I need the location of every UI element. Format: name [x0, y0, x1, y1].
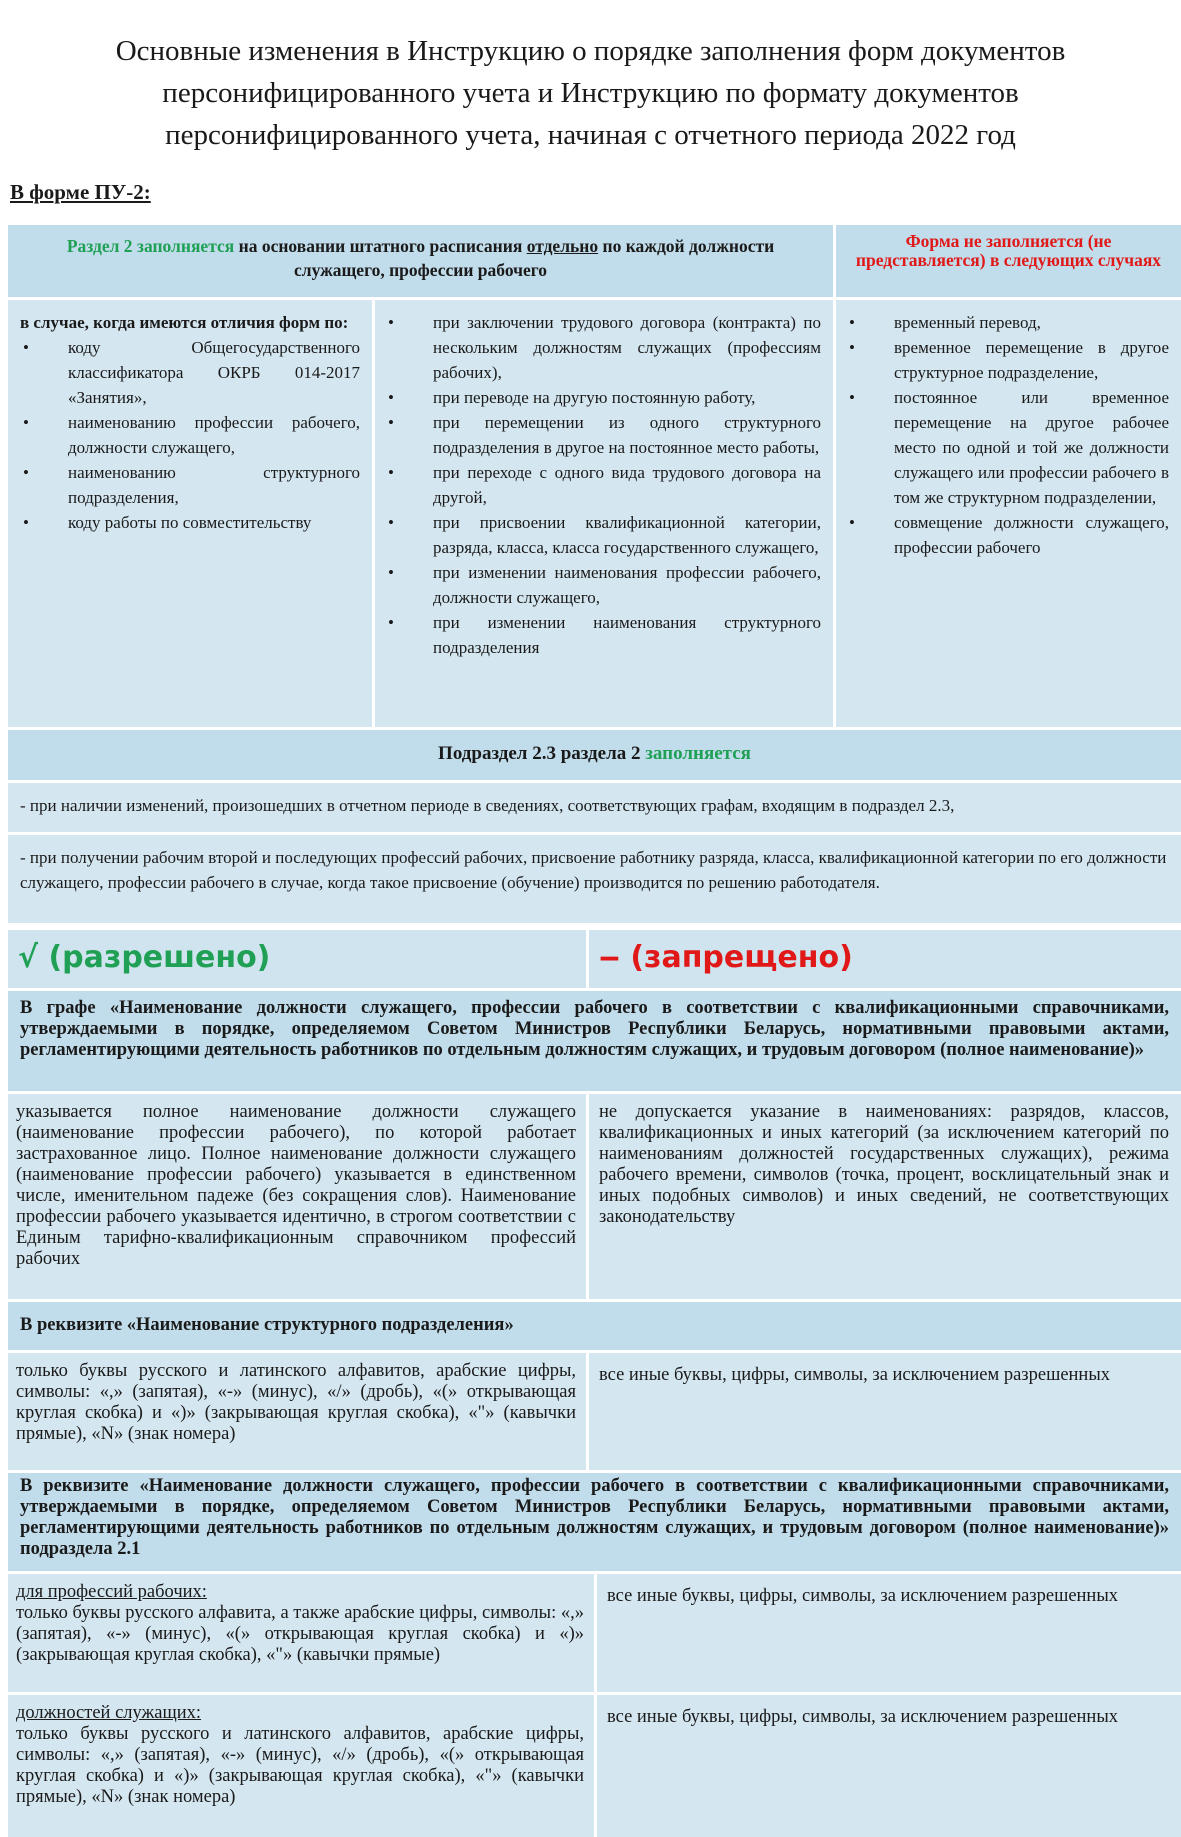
col1-intro: в случае, когда имеются отличия форм по:: [20, 313, 349, 332]
page-title: [0, 30, 1181, 156]
list-item: • при присвоении квалификационной категории, разряда, класса, класса государственного служащего,: [385, 510, 821, 560]
allowed-header: √ (разрешено): [8, 930, 586, 988]
list-item: • временный перевод,: [846, 310, 1169, 335]
col3-list: [846, 310, 1169, 560]
section1-allowed: указывается полное наименование должности служащего (наименование профессии рабочего), по которой работает застрахованное лицо. Полное наименование должности служащего (наименование профессии рабочего) указывается в единственном числе, именительном падеже (без сокращения слов). Наименование профессии рабочего указывается идентично, в строгом соответствии с Единым тарифно-квалификационным справочником профессий рабочих: [8, 1094, 586, 1299]
section1-heading: В графе «Наименование должности служащего, профессии рабочего в соответствии с квалификационными справочниками, утверждаемыми в порядке, определяемом Советом Министров Республики Беларусь, нормативными правовыми актами, регламентирующими деятельность работников по отдельным должностям служащих, и трудовым договором (полное наименование)»: [8, 991, 1181, 1091]
list-item: • при заключении трудового договора (контракта) по нескольким должностям служащих (профессиям рабочих),: [385, 310, 821, 385]
list-item: • при переходе с одного вида трудового договора на другой,: [385, 460, 821, 510]
subsection-heading: Подраздел 2.3 раздела 2 заполняется: [8, 730, 1181, 780]
section1-forbidden: не допускается указание в наименованиях: разрядов, классов, квалификационных и иных категорий (за исключением категорий по наименованиям должностей государственных служащих), режима рабочего времени, символов (точка, процент, восклицательный знак и иных подобных символов) и иных сведений, не соответствующих законодательству: [589, 1094, 1181, 1299]
table1-header-right: Форма не заполняется (не представляется) в следующих случаях: [836, 225, 1181, 297]
list-item: • наименованию структурного подразделения,: [20, 460, 360, 510]
table1-col2: [375, 300, 833, 727]
section3-workers-forbidden: все иные буквы, цифры, символы, за исключением разрешенных: [597, 1574, 1181, 1692]
section2-forbidden: все иные буквы, цифры, символы, за исключением разрешенных: [589, 1353, 1181, 1470]
workers-allowed-text: только буквы русского алфавита, а также арабские цифры, символы: «,» (запятая), «-» (минус), «(» открывающая круглая скобка) и «)» (закрывающая круглая скобка), «"» (кавычки прямые): [16, 1603, 584, 1665]
list-item: • при изменении наименования структурного подразделения: [385, 610, 821, 660]
section3-heading: В реквизите «Наименование должности служащего, профессии рабочего в соответствии с квалификационными справочниками, утверждаемыми в порядке, определяемом Советом Министров Республики Беларусь, нормативными правовыми актами, регламентирующими деятельность работников по отдельным должностям служащих, и трудовым договором (полное наименование)» подраздела 2.1: [8, 1473, 1181, 1571]
col1-list: [20, 335, 360, 535]
section2-heading: В реквизите «Наименование структурного подразделения»: [8, 1302, 1181, 1350]
list-item: • коду Общегосударственного классификатора ОКРБ 014-2017 «Занятия»,: [20, 335, 360, 410]
list-item: • при перемещении из одного структурного подразделения в другое на постоянное место работы,: [385, 410, 821, 460]
workers-label: для профессий рабочих:: [16, 1582, 207, 1602]
list-item: • при изменении наименования профессии рабочего, должности служащего,: [385, 560, 821, 610]
title-line-2: персонифицированного учета и Инструкцию по формату документов: [162, 77, 1019, 109]
section3-employees-forbidden: все иные буквы, цифры, символы, за исключением разрешенных: [597, 1695, 1181, 1837]
note-1: - при наличии изменений, произошедших в отчетном периоде в сведениях, соответствующих графам, входящим в подраздел 2.3,: [8, 783, 1181, 832]
list-item: • наименованию профессии рабочего, должности служащего,: [20, 410, 360, 460]
table1-col3: [836, 300, 1181, 727]
title-line-3: персонифицированного учета, начиная с отчетного периода 2022 год: [165, 119, 1016, 151]
table1-header-left: Раздел 2 заполняется на основании штатного расписания отдельно по каждой должности служащего, профессии рабочего: [8, 225, 833, 297]
title-line-1: Основные изменения в Инструкцию о порядке заполнения форм документов: [115, 35, 1066, 67]
list-item: • при переводе на другую постоянную работу,: [385, 385, 821, 410]
note-2: - при получении рабочим второй и последующих профессий рабочих, присвоение работнику разряда, класса, квалификационной категории по его должности служащего, профессии рабочего в случае, когда такое присвоение (обучение) производится по решению работодателя.: [8, 835, 1181, 923]
table1-col1: [8, 300, 372, 727]
section3-workers-allowed: [8, 1574, 594, 1692]
list-item: • совмещение должности служащего, профессии рабочего: [846, 510, 1169, 560]
employees-label: должностей служащих:: [16, 1703, 202, 1723]
section-heading: В форме ПУ-2:: [10, 180, 151, 204]
section2-allowed: только буквы русского и латинского алфавитов, арабские цифры, символы: «,» (запятая), «-» (минус), «/» (дробь), «(» открывающая круглая скобка) и «)» (закрывающая круглая скобка), «"» (кавычки прямые), «N» (знак номера): [8, 1353, 586, 1470]
employees-allowed-text: только буквы русского и латинского алфавитов, арабские цифры, символы: «,» (запятая), «-» (минус), «/» (дробь), «(» открывающая круглая скобка) и «)» (закрывающая круглая скобка), «"» (кавычки прямые), «N» (знак номера): [16, 1724, 584, 1807]
list-item: • временное перемещение в другое структурное подразделение,: [846, 335, 1169, 385]
list-item: • постоянное или временное перемещение на другое рабочее место по одной и той же должности служащего или профессии рабочего в том же структурном подразделении,: [846, 385, 1169, 510]
list-item: • коду работы по совместительству: [20, 510, 360, 535]
col2-list: [385, 310, 821, 660]
section3-employees-allowed: [8, 1695, 594, 1837]
forbidden-header: ‒ (запрещено): [589, 930, 1181, 988]
